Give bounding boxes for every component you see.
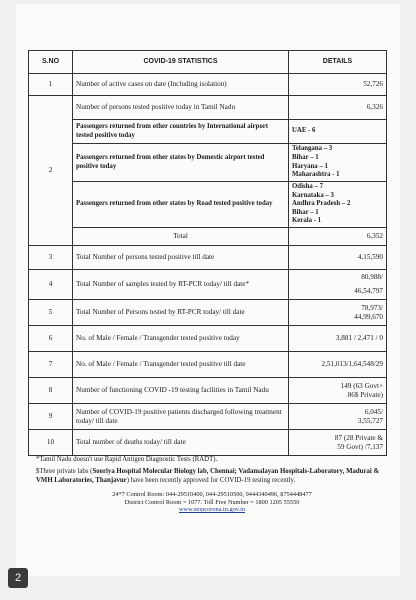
row-label: Number of active cases on date (Including isolation) xyxy=(73,74,289,96)
row-sno: 4 xyxy=(29,270,73,300)
table-subrow xyxy=(29,120,387,144)
row-value xyxy=(289,430,387,456)
control-room-line: 24*7 Control Room: 044-29510400, 044-29510500, 9444340496, 8754448477 xyxy=(112,491,312,499)
row-sno: 2 xyxy=(29,96,73,246)
row-sno: 6 xyxy=(29,326,73,352)
list-item: Karnataka – 3 xyxy=(292,191,334,199)
table-row xyxy=(29,378,387,404)
road-passengers-label: Passengers returned from other states by Road tested positive today xyxy=(73,182,289,228)
value-line: 78,973/ xyxy=(361,303,383,312)
value-line: 86$ Private) xyxy=(347,390,383,399)
value-line: 3,55,727 xyxy=(357,416,383,425)
table-subrow xyxy=(29,144,387,182)
list-item: Odisha – 7 xyxy=(292,183,323,191)
header-details: DETAILS xyxy=(289,51,387,74)
value-line: 46,54,797 xyxy=(354,287,383,295)
contact-info xyxy=(36,491,388,514)
list-item: Bihar – 1 xyxy=(292,208,319,216)
domestic-passengers-values xyxy=(289,144,387,182)
row-sno: 3 xyxy=(29,246,73,270)
row-label: Number of functioning COVID -19 testing facilities in Tamil Nadu xyxy=(73,378,289,404)
footnote-radt: *Tamil Nadu doesn't use Rapid Antigen Diagnostic Tests (RADT). xyxy=(36,456,218,463)
document-page xyxy=(16,4,400,576)
row-sno: 7 xyxy=(29,352,73,378)
list-item: Telangana – 3 xyxy=(292,145,333,153)
row-sno: 9 xyxy=(29,404,73,430)
row-label: No. of Male / Female / Transgender tested positive today xyxy=(73,326,289,352)
value-line: 59 Govt) /7,137 xyxy=(337,442,383,451)
list-item: Kerala - 1 xyxy=(292,217,322,225)
header-statistics: COVID-19 STATISTICS xyxy=(73,51,289,74)
row-value xyxy=(289,378,387,404)
total-label: Total xyxy=(73,228,289,246)
row-value: 2,51,013/1,64,548/29 xyxy=(289,352,387,378)
row-sno: 1 xyxy=(29,74,73,96)
row-label: No. of Male / Female / Transgender tested positive till date xyxy=(73,352,289,378)
table-row xyxy=(29,270,387,300)
table-header-row xyxy=(29,51,387,74)
table-subrow xyxy=(29,182,387,228)
table-row xyxy=(29,430,387,456)
total-value: 6,352 xyxy=(289,228,387,246)
list-item: Maharashtra - 1 xyxy=(292,171,340,179)
row-sno: 10 xyxy=(29,430,73,456)
table-row xyxy=(29,74,387,96)
table-subrow xyxy=(29,228,387,246)
footnote-suffix: ) have been recently approved for COVID-19 testing recently. xyxy=(126,476,296,484)
row-value: 4,15,590 xyxy=(289,246,387,270)
row-value: 6,326 xyxy=(289,96,387,120)
footnote-lab-names: Sooriya Hospital Molecular Biology lab, Chennai; Vadamalayan Hospitals-Laboratory, Madurai & VMH Laboratories, Thanjavur xyxy=(36,468,380,484)
value-line: 44,99,670 xyxy=(354,312,383,321)
list-item: Andhra Pradesh – 2 xyxy=(292,200,351,208)
road-passengers-values xyxy=(289,182,387,228)
row-label: Number of COVID-19 positive patients discharged following treatment today/ till date xyxy=(73,404,289,430)
table-row xyxy=(29,246,387,270)
list-item: Haryana – 1 xyxy=(292,162,328,170)
footnote-private-labs xyxy=(36,468,388,485)
table-row xyxy=(29,352,387,378)
row-label: Number of persons tested positive today in Tamil Nadu xyxy=(73,96,289,120)
row-label: Total Number of samples tested by RT-PCR today/ till date* xyxy=(73,270,289,300)
row-value xyxy=(289,404,387,430)
footer-notes xyxy=(36,456,388,514)
row-sno: 5 xyxy=(29,300,73,326)
footnote-prefix: $Three private labs ( xyxy=(36,468,93,476)
value-line: 149 (63 Govt+ xyxy=(340,381,383,390)
website-link[interactable]: www.stopcorona.tn.gov.in xyxy=(179,506,245,514)
value-line: 6,045/ xyxy=(364,407,383,416)
value-line: 87 (28 Private & xyxy=(334,433,383,442)
page-number-badge: 2 xyxy=(8,568,28,588)
table-row xyxy=(29,326,387,352)
row-value: 3,881 / 2,471 / 0 xyxy=(289,326,387,352)
intl-passengers-label: Passengers returned from other countries by International airport tested positive today xyxy=(73,120,289,144)
row-value xyxy=(289,300,387,326)
table-row xyxy=(29,404,387,430)
row-value: 52,726 xyxy=(289,74,387,96)
row-label: Total Number of Persons tested by RT-PCR today/ till date xyxy=(73,300,289,326)
value-line: 80,988/ xyxy=(361,273,383,282)
domestic-passengers-label: Passengers returned from other states by Domestic airport tested positive today xyxy=(73,144,289,182)
row-value xyxy=(289,270,387,300)
district-control-line: District Control Room = 1077. Toll Free Number = 1800 1205 55550 xyxy=(124,498,300,506)
row-sno: 8 xyxy=(29,378,73,404)
row-label: Total number of deaths today/ till date xyxy=(73,430,289,456)
list-item: Bihar – 1 xyxy=(292,153,319,161)
header-sno: S.NO xyxy=(29,51,73,74)
intl-passengers-value: UAE - 6 xyxy=(289,120,387,144)
table-row xyxy=(29,300,387,326)
covid-statistics-table xyxy=(28,50,387,456)
row-label: Total Number of persons tested positive till date xyxy=(73,246,289,270)
table-row xyxy=(29,96,387,120)
